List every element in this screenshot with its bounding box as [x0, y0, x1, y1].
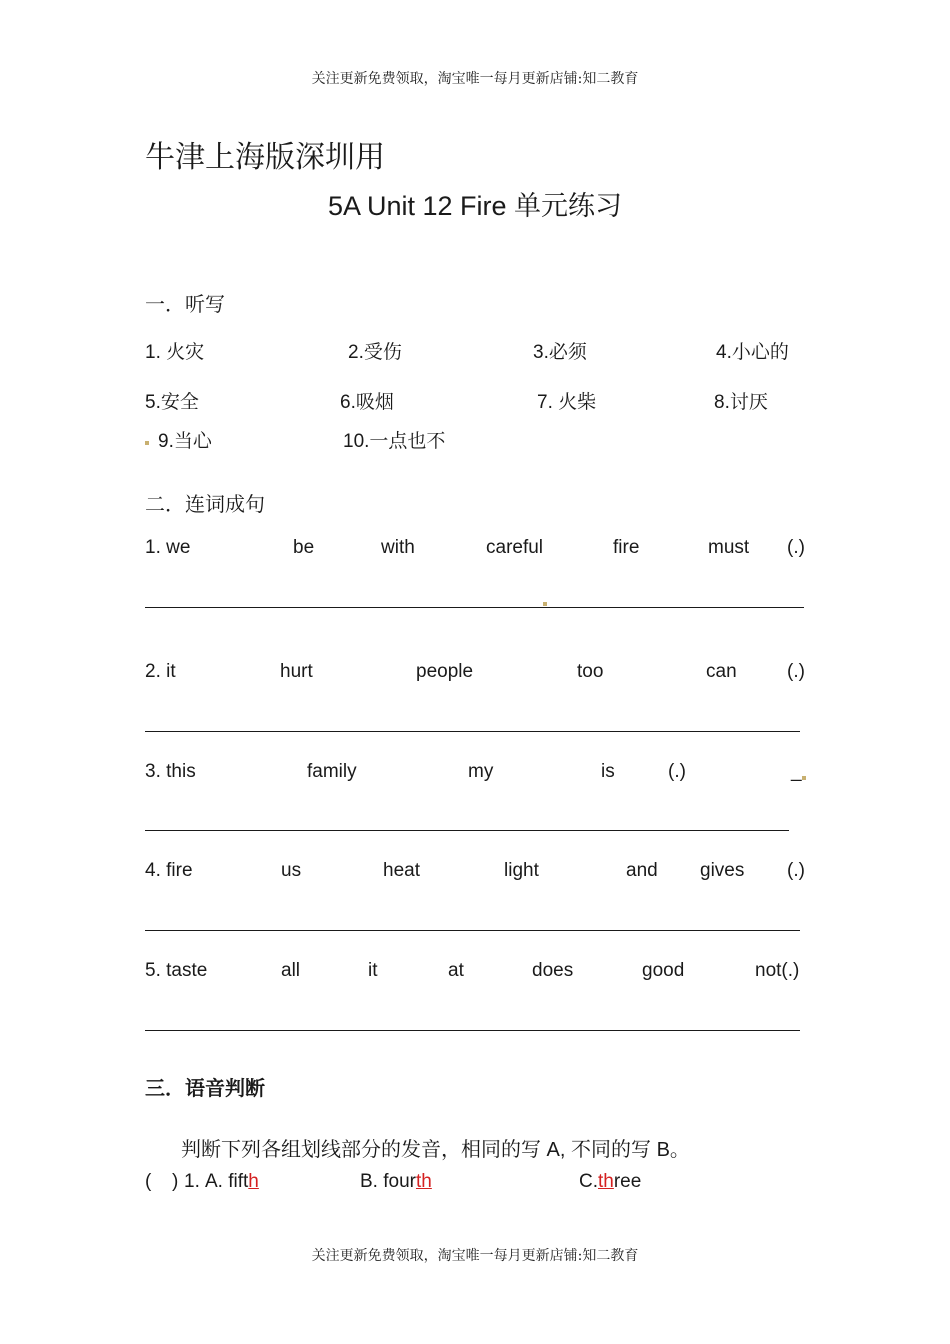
- word: 2. it: [145, 661, 176, 682]
- page-footer: 关注更新免费领取，淘宝唯一每月更新店铺:知二教育: [311, 1248, 639, 1264]
- option-a: A. fifth: [205, 1171, 259, 1192]
- answer-line[interactable]: [145, 830, 789, 831]
- option-c: C.three: [579, 1171, 642, 1192]
- word: with: [381, 537, 415, 558]
- underlined-letters: th: [415, 1171, 432, 1192]
- word: at: [448, 960, 464, 981]
- subtitle: 牛津上海版深圳用: [145, 140, 385, 175]
- word: _: [791, 761, 802, 782]
- word: 3. this: [145, 761, 196, 782]
- word: gives: [700, 860, 745, 881]
- dictation-item: 6.吸烟: [340, 392, 394, 413]
- word: people: [416, 661, 474, 682]
- word: 1. we: [145, 537, 191, 558]
- answer-line[interactable]: [145, 930, 800, 931]
- section-3-heading: 三．语音判断: [145, 1078, 265, 1100]
- word: be: [293, 537, 315, 558]
- dictation-item: 5.安全: [145, 392, 199, 413]
- section-2-heading: 二．连词成句: [145, 494, 265, 516]
- underlined-letters: h: [248, 1171, 259, 1192]
- word: not(.): [755, 960, 800, 981]
- word: fire: [613, 537, 640, 558]
- dictation-item: 8.讨厌: [714, 392, 768, 413]
- dictation-item: 10.一点也不: [343, 431, 446, 452]
- dictation-item: 7. 火柴: [537, 392, 597, 413]
- answer-line[interactable]: [145, 607, 804, 608]
- word: too: [577, 661, 604, 682]
- word: it: [368, 960, 378, 981]
- word: and: [626, 860, 658, 881]
- page-title: 5A Unit 12 Fire 单元练习: [327, 191, 623, 221]
- section-1-heading: 一．听写: [145, 294, 225, 316]
- word: good: [642, 960, 685, 981]
- word: light: [504, 860, 539, 881]
- word: 4. fire: [145, 860, 193, 881]
- stray-mark: [543, 602, 547, 606]
- word: (.): [787, 661, 805, 682]
- page-header: 关注更新免费领取，淘宝唯一每月更新店铺:知二教育: [311, 71, 639, 87]
- word: heat: [383, 860, 420, 881]
- word: us: [281, 860, 302, 881]
- underlined-letters: th: [598, 1171, 614, 1192]
- dictation-item: 1. 火灾: [145, 342, 205, 363]
- dictation-item: 2.受伤: [348, 342, 402, 363]
- stray-mark: [145, 441, 149, 445]
- word: 5. taste: [145, 960, 208, 981]
- dictation-item: 4.小心的: [716, 342, 789, 363]
- option-b: B. fourth: [360, 1171, 432, 1192]
- answer-paren-close: ): [172, 1171, 179, 1192]
- dictation-item: 3.必须: [533, 342, 587, 363]
- word: does: [532, 960, 574, 981]
- word: (.): [787, 537, 805, 558]
- word: must: [708, 537, 750, 558]
- answer-paren-open: (: [145, 1171, 152, 1192]
- answer-line[interactable]: [145, 731, 800, 732]
- word: is: [601, 761, 615, 782]
- word: family: [307, 761, 357, 782]
- answer-line[interactable]: [145, 1030, 800, 1031]
- stray-mark: [802, 776, 806, 780]
- word: (.): [668, 761, 686, 782]
- word: careful: [486, 537, 544, 558]
- word: all: [281, 960, 301, 981]
- word: hurt: [280, 661, 313, 682]
- dictation-item: 9.当心: [158, 431, 212, 452]
- word: (.): [787, 860, 805, 881]
- word: can: [706, 661, 737, 682]
- instruction: 判断下列各组划线部分的发音，相同的写 A, 不同的写 B。: [181, 1139, 690, 1161]
- word: my: [468, 761, 494, 782]
- question-number: 1.: [184, 1171, 200, 1192]
